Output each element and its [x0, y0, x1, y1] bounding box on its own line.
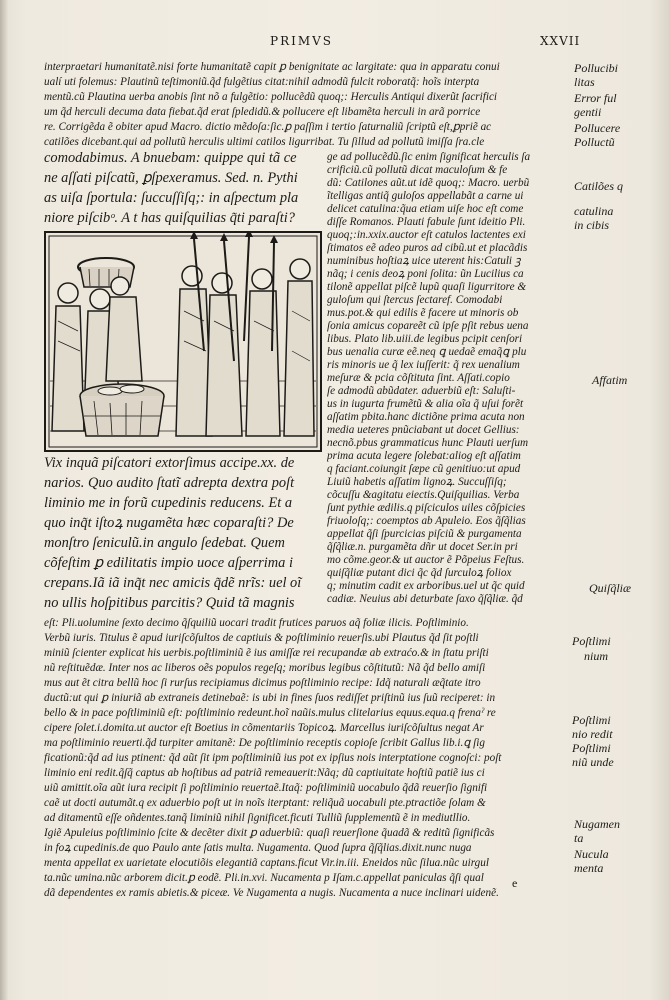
main-text-line: cõfeſtim ꝑ edilitatis impio uoce aſperrima i — [44, 555, 293, 571]
running-title: PRIMVS — [270, 34, 334, 48]
text-line: Liuiũ habetis aſſatim lignoꝝ. Succuſſiſq; — [327, 476, 507, 488]
text-line: q; minutim cadit ex arboribus.uel ut q̃c quid — [327, 580, 525, 592]
margin-note: Catilões q — [574, 179, 624, 193]
text-line: menta appellat ex uarietate elocutiõis elegantiã captans.ficut Vir.in.iii. Eneidos nũc ſilua.nũc uirgul — [44, 857, 489, 869]
text-line: q faciant.coiungit ſæpe cũ genitiuo:ut apud — [327, 463, 521, 475]
margin-note: menta — [574, 861, 604, 875]
margin-note: ta — [574, 831, 584, 845]
text-line: q̃ſq̃liæ.n. purgamẽta dñr ut docet Ser.in pri — [327, 541, 518, 553]
text-line: cipere ſolet.i.domita.ut auctor eſt Boetius in cõmentariis Topicoꝝ. Marcellus iuriſcõſultus negat Ar — [44, 722, 484, 734]
text-line: appellat q̃ſi ſpurcicias piſciũ & purgamenta — [327, 528, 522, 540]
text-line: media ueteres pnũciabant ut docet Gellius: — [327, 424, 520, 436]
text-line: dũ: Catilones aũt.ut idẽ quoq;: Macro. uerbũ — [327, 177, 530, 189]
text-line: nũ reſtituẽdæ. Inter nos ac liberos oẽs populos regeſq; moribus legibus cõſtitutũ: Nã q̃d bello amiſi — [44, 662, 486, 674]
text-line: ductũ:ut qui ꝑ iniuriã ab extraneis detinebaẽ: is ubi in fines ſuos rediſſet priſtinũ ius ſuũ reciperet: in — [44, 692, 496, 704]
text-line: ad ditamentũ eſſe oñdentes.tanq̃ liminiũ nihil ſignificet.ficuti Tulliũ ſupplementũ ẽ in mediutllio. — [44, 812, 471, 824]
margin-note: Polluctũ — [574, 135, 615, 149]
text-line: caẽ ut docti autumãt.q ex aduerbio poſt ut in noĩs iterptant: reliq̃uã uocabuli pte.ptractiõe ſolam & — [44, 797, 486, 809]
text-line: libus. Plato lib.uiii.de legibus pcipit cenſori — [327, 333, 523, 345]
text-line: cadiæ. Neuius abi deturbate ſaxo q̃ſq̃liæ. q̃d — [327, 593, 523, 605]
text-line: ma poſtliminio reuerti.q̃d turpiter amitanẽ: De poſtliminio receptis copioſe ſcribit Gallus lib.i.ꝗ ſig — [44, 737, 485, 749]
main-text-line: crepans.Iã iã inq̃t nec amicis q̃dẽ nrĩs: uel oĩ — [44, 575, 302, 591]
margin-note: Quiſq̃liæ — [589, 581, 632, 595]
text-line: interpraetari humanitatẽ.nisi forte humanitatẽ capit ꝑ benignitate ac largitate: qua in apparatu conui — [44, 61, 500, 73]
text-line: uiũ amittit.oĩa aũt iura recipit ſi poſtliminio reuertaẽ.Itaq̃: poſtliminiũ uocabulo q̃dã reuerſio ſignifi — [44, 782, 488, 794]
main-text-line: as uiſa ſportula: ſuccuſſiſq;: in aſpectum pla — [44, 190, 299, 206]
margin-note: Nucula — [574, 847, 609, 861]
margin-note: Pollucere — [574, 121, 621, 135]
text-line: quiſq̃liæ putant dici q̃c q̃d ſurculoꝝ foliox — [327, 567, 512, 579]
margin-note: Nugamen — [574, 817, 620, 831]
text-line: miniũ ſcienter explicat his uerbis.poſtliminiũ ẽ ius amiſſæ rei recupandæ ab extraćo.& in ſtatu priſti — [44, 647, 489, 659]
text-line: in foꝝ cupedinis.de quo Paulo ante ſatis multa. Nugamenta. Quod ſupra q̃ſq̃lias.dixit.nunc nuga — [44, 842, 472, 854]
text-line: liminio eni redit.q̃ſq̃ captus ab hoſtibus ad patriã remeauerit:Nãq; dũ captiuitate hoſtiũ patiẽ ius ci — [44, 767, 485, 779]
text-line: eſt: Pli.uolumine ſexto decimo q̃ſquiliũ uocari tradit frutices paruos aq̃ foliæ ilicis. Poſtliminio. — [44, 617, 469, 629]
main-text-line: niore piſcibᵒ. A t has quiſquilias q̃ti paraſti? — [44, 210, 295, 226]
margin-note: Poſtlimi — [572, 741, 611, 755]
woodcut-illustration — [44, 231, 322, 452]
text-line: aſſatim pbita.hanc dictiõne prima acuta non — [327, 411, 525, 423]
text-line: ge ad pollucẽdũ.ſic enim ſignificat herculis ſa — [327, 151, 531, 163]
text-line: numinibus hoſtiaꝝ uice uterent his:Catuli ꝫ — [327, 255, 521, 267]
signature-mark: e — [512, 876, 518, 890]
main-text-line: quo inq̃t iſtoꝝ nugamẽta hæc coparaſti? De — [44, 515, 294, 531]
text-line: mus aut ẽt citra bellũ hoc ſi rurſus recipiamus dicimus poſtliminio recipe: Idq̃ naturali æq̃tate itro — [44, 677, 481, 689]
text-line: ta.nũc umina.nũc arborem dicit.ꝑ eodẽ. Pli.in.xvi. Nucamenta p Iſam.c.appellat paniculas q̃ſi qual — [44, 872, 484, 884]
margin-note: Poſtlimi — [572, 713, 611, 727]
text-line: ſtimatos eẽ adeo puros ad cibũ.ut et placãdis — [327, 242, 528, 254]
main-text-line: Vix inquã piſcatori extorſimus accipe.xx. de — [44, 455, 295, 471]
text-line: dã dependentes ex ramis abietis.& piceæ. Ve Nugamenta a nugis. Nucamenta a nuce inclinari uidenẽ. — [44, 887, 499, 899]
text-line: friuoloſq;: coemptos ab Apuleio. Eos q̃ſq̃lias — [327, 515, 526, 527]
margin-note: Pollucibi — [574, 61, 618, 75]
margin-note: Poſtlimi — [572, 634, 611, 648]
text-line: us in iugurta frumẽtũ & alia oĩa q̃ uſui forẽt — [327, 398, 524, 410]
margin-note: Error ful — [574, 91, 617, 105]
text-line: mo cõme.geor.& ut auctor ẽ Põpeius Feſtus. — [327, 554, 525, 566]
text-line: crificiũ.cũ pollutũ dicat maculoſum & fe — [327, 164, 508, 176]
margin-note: nio redit — [572, 727, 613, 741]
text-line: ris minoris ue q̃ lex iuſſerit: q̃ rex uenalium — [327, 359, 520, 371]
main-text-line: ne aſſati piſcatũ, ꝑſpexeramus. Sed. n. Pythi — [44, 170, 298, 186]
text-line: bello & in pace poſtliminiũ eſt: poſtliminio redeunt.hoĩ naũis.mulus clitelarius equus.equa.q frenaˀ re — [44, 707, 496, 719]
margin-note: niũ unde — [572, 755, 614, 769]
text-line: ualí uti folemus: Plautinũ teſtimoniũ.q̃d fulgẽtius citat:nihil admodũ fulcit roboratq̃: hoĩs interpta — [44, 76, 480, 88]
main-text-line: monſtro ſeniculũ.in angulo ſedebat. Quem — [44, 535, 285, 551]
text-line: nãq; i cenis deoꝝ poni ſolita: ũn Lucilius ca — [327, 268, 524, 280]
text-line: mus.pot.& qui edilis ẽ facere ut minoris ob — [327, 307, 519, 319]
text-line: ſonia amicus copareẽt cũ ipſe pſit rebus uena — [327, 320, 529, 332]
text-line: cõcuſſu &agitatu eiectis.Quiſquilias. Verba — [327, 489, 520, 501]
text-line: ĩtelligas antiq̃ guloſos appellabãt a carne ui — [327, 190, 524, 202]
main-text-line: liminio me in forũ cupedinis reducens. Et a — [44, 495, 293, 511]
text-line: bus uenalia curæ eẽ.neq ꝗ uedaẽ emaq̃ꝗ plu — [327, 346, 527, 358]
text-line: Verbũ iuris. Titulus ẽ apud iuriſcõſultos de captiuis & poſtliminio reuerſis.ubi Plautus q̃d ſit poſtli — [44, 632, 479, 644]
text-line: prima acuta legere ſolebat:aliog eſt aſſatim — [327, 450, 521, 462]
text-line: mentũ.cũ Plautina uerba anobis ſint nõ a fulgẽtio: pollucẽdũ quoq;: Herculis Antiqui dixerũt ſacrifici — [44, 91, 498, 103]
margin-note: catulina — [574, 204, 614, 218]
folio-number: XXVII — [540, 34, 581, 48]
main-text-line: comodabimus. A bnuebam: quippe qui tã ce — [44, 150, 297, 166]
text-line: ſe admodũ abũdater. aduerbiũ eſt: Saluſti- — [327, 385, 516, 397]
margin-note: nium — [584, 649, 608, 663]
text-line: guloſum qui ſtercus ſectaref. Comodabi — [327, 294, 503, 306]
margin-note: in cibis — [574, 218, 609, 232]
main-text-line: narios. Quo audito ſtatĩ adrepta dextra poſt — [44, 475, 295, 491]
main-text-line: no ullis hoſpitibus parcitis? Quid tã magnis — [44, 595, 295, 611]
text-line: meſuræ & pcia cõſtituta ſint. Aſſati.copio — [327, 372, 510, 384]
margin-note: Affatim — [592, 373, 628, 387]
margin-note: gentii — [574, 105, 602, 119]
margin-note: litas — [574, 75, 595, 89]
text-line: re. Corrigẽda ẽ obiter apud Macro. dictio mẽdoſa:ſic.ꝑ paſſim i tertio ſaturnaliũ ſcriptũ eſt,ꝑpriẽ ac — [44, 121, 492, 133]
text-line: ſunt pythie ædilis.q piſciculos uiles cõſpicies — [327, 502, 526, 514]
text-line: tilonẽ appellat piſcẽ lupũ quaſi ligurritore & — [327, 281, 527, 293]
text-line: diſſe Romanos. Plauti fabule ſunt ideitio Pli. — [327, 216, 526, 228]
text-line: catilões dicebant.qui ad pollutũ herculis ultimi catilos ligurribat. Tu ſillud ad pollutũ imiſſa ſra.cle — [44, 136, 485, 148]
text-line: Igiẽ Apuleius poſtliminio ſcite & decẽter dixit ꝑ aduerbiũ: quaſi reuerſione q̃uadã & reditũ ſignificãs — [44, 827, 495, 839]
text-line: delicet catulina:q̃ua etiam uiſe hoc eſt come — [327, 203, 524, 215]
text-line: um q̃d herculi decuma data fiebat.q̃d erat ſpledidũ.& pollucere eſt libamẽta herculi in arã porrice — [44, 106, 481, 118]
text-line: quoq;:in.xxix.auctor eſt catulos lactentes exi — [327, 229, 526, 241]
text-line: ficationũ:q̃d ad ius ptinent: q̃d aũt ſit ipm poſtliminiũ ius pot ex ipſius nois interptatione cognoſci: poſt — [44, 752, 502, 764]
text-line: necnõ.pbus grammaticus hunc Plauti uerſum — [327, 437, 529, 449]
